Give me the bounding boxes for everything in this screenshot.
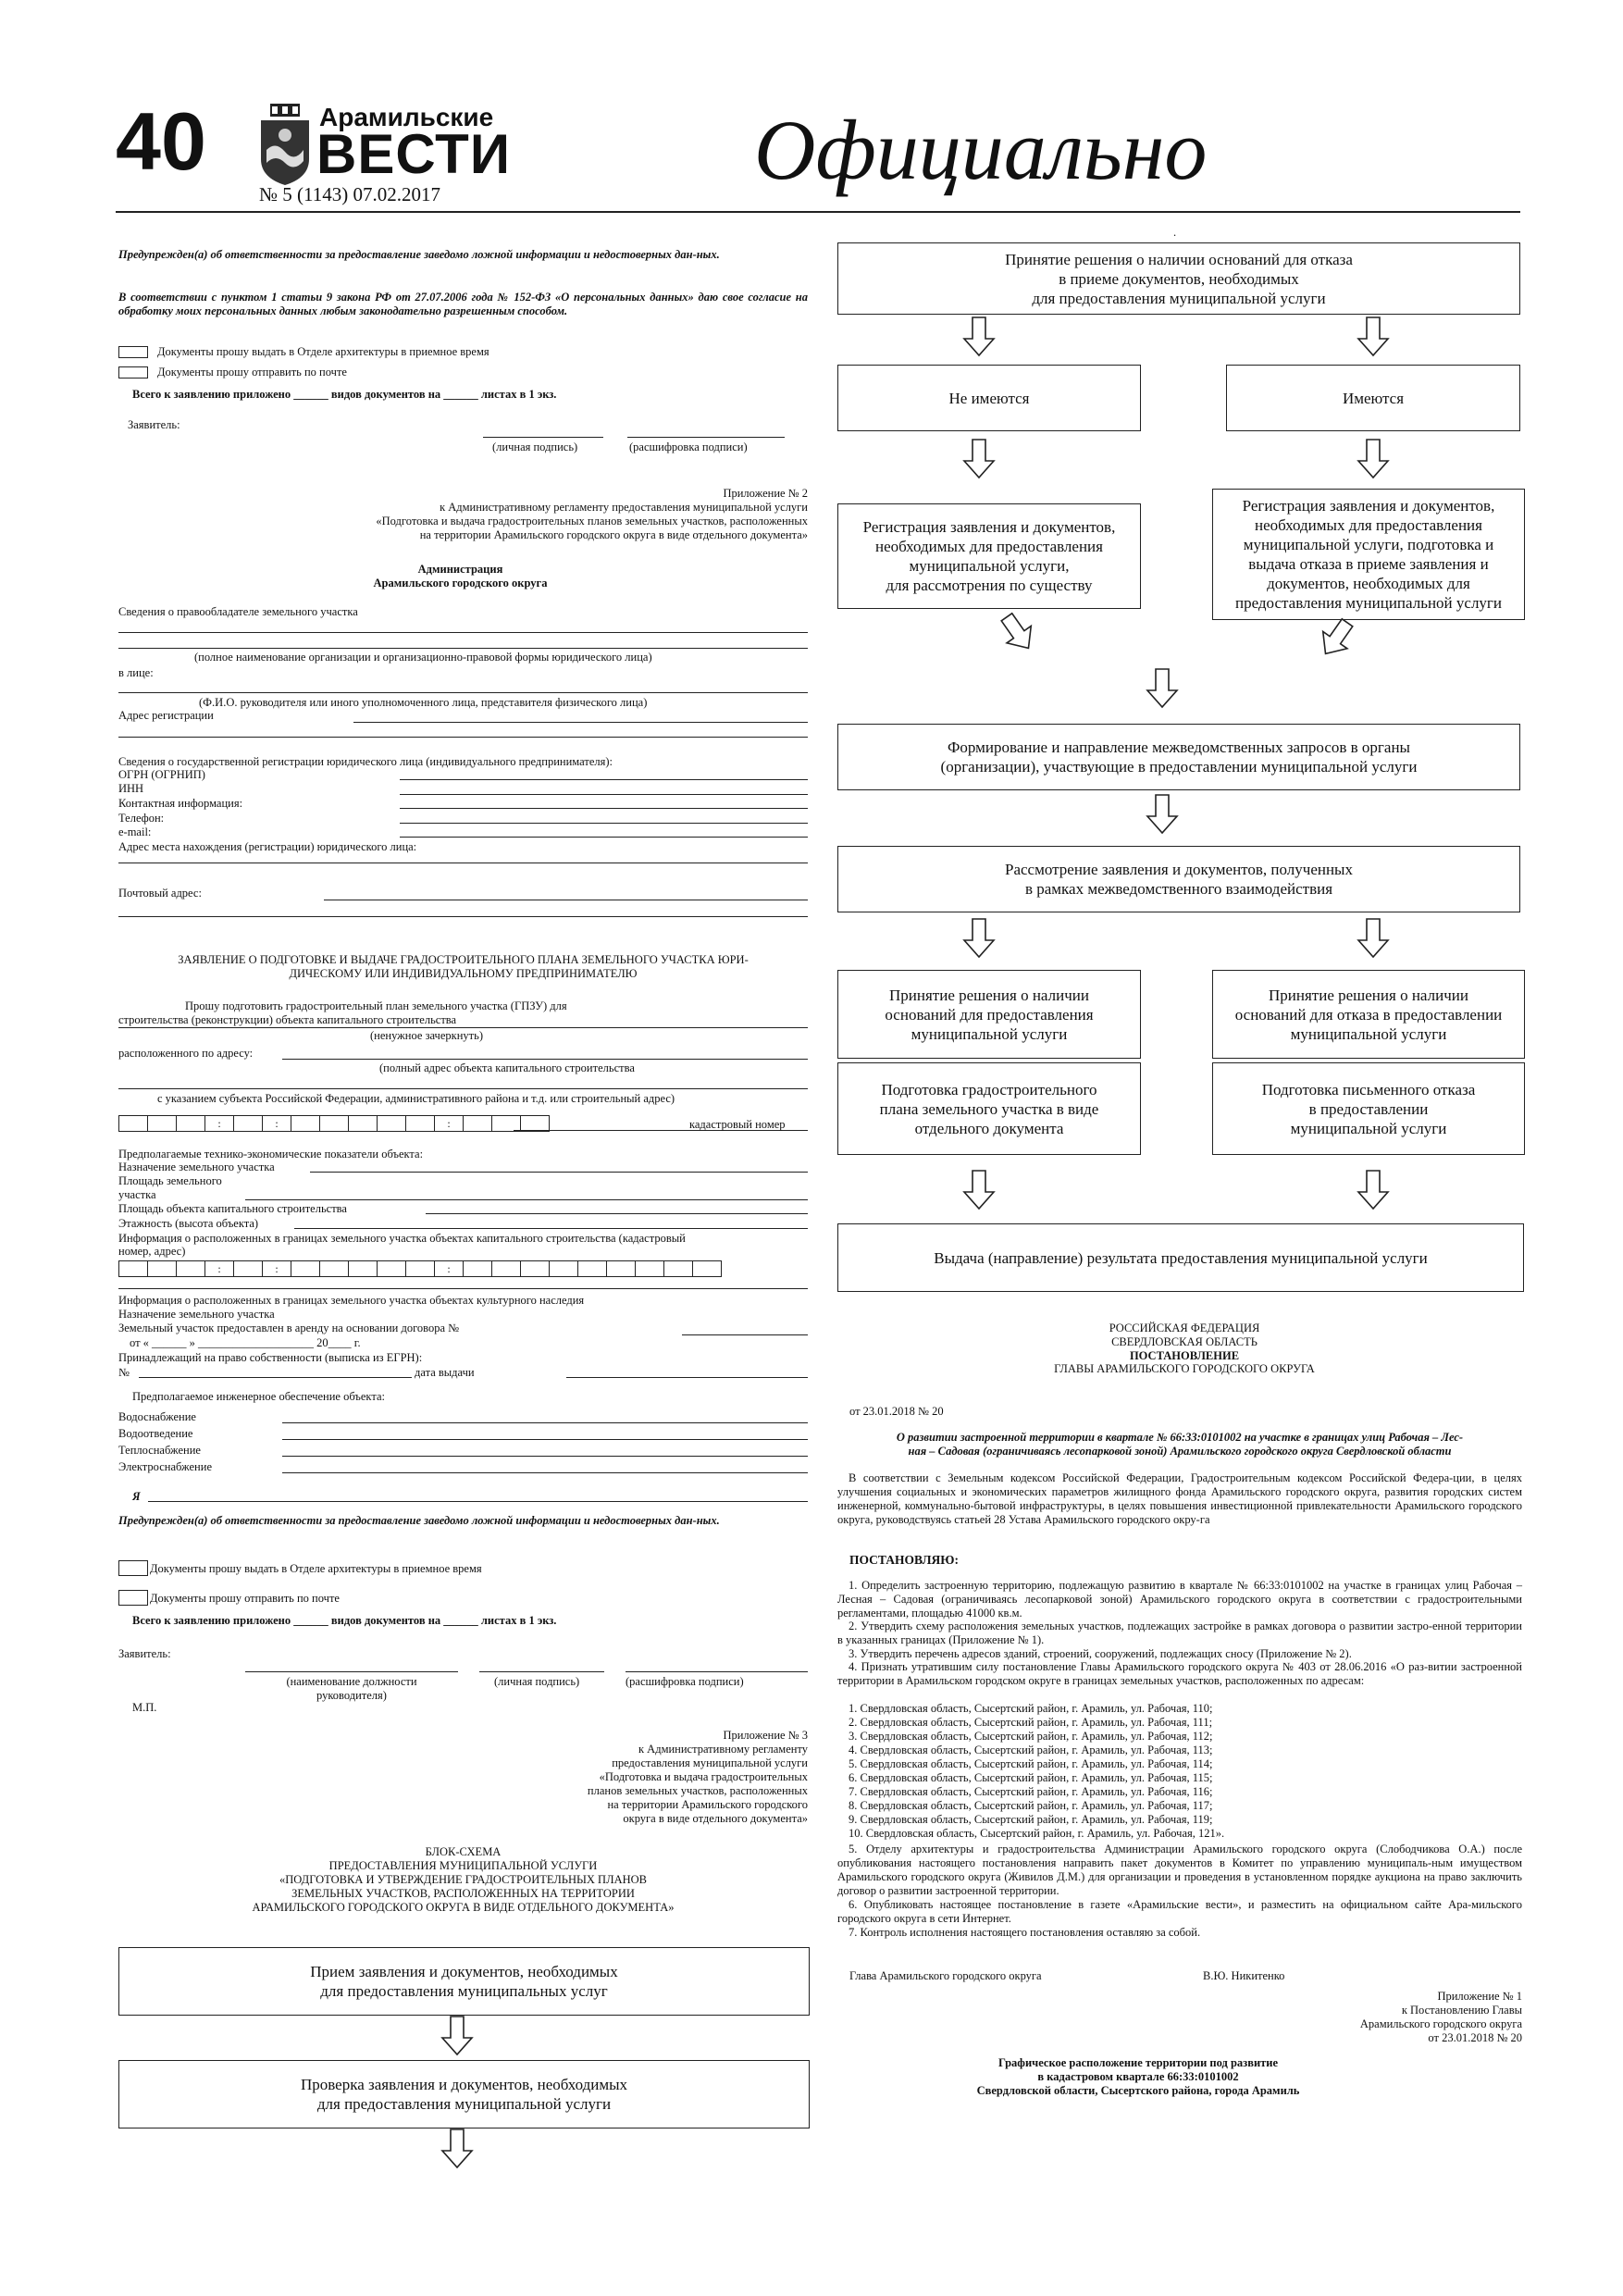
newspaper-logo (257, 104, 313, 185)
arrow-down-icon (440, 2128, 474, 2169)
flow-box-grounds: Имеются (1226, 365, 1520, 431)
appendix3-title: Приложение № 3 к Административному регламенту предоставления муниципальной услуги «Подготовка и выдача градостроительных планов земельных участков, расположенных на территории Арамильского городского округа в виде отдельного документа» (587, 1729, 808, 1825)
option-send-mail-2: Документы прошу отправить по почте (150, 1592, 340, 1605)
checkbox-send-mail-2[interactable] (118, 1590, 148, 1606)
signature-line-2 (479, 1671, 604, 1672)
flow-box-decision-refuse: Принятие решения о наличии оснований для отказа в предоставлении муниципальной услуги (1212, 970, 1525, 1059)
state-reg-label: Сведения о государственной регистрации юридического лица (индивидуального предпринимателя): (118, 755, 613, 768)
scheme-title: БЛОК-СХЕМА ПРЕДОСТАВЛЕНИЯ МУНИЦИПАЛЬНОЙ УСЛУГИ «ПОДГОТОВКА И УТВЕРЖДЕНИЕ ГРАДОСТРОИТЕЛЬНЫХ ПЛАНОВ ЗЕМЕЛЬНЫХ УЧАСТКОВ, РАСПОЛОЖЕННЫХ НА ТЕРРИТОРИИ АРАМИЛЬСКОГО ГОРОДСКОГО ОКРУГА В ВИДЕ ОТДЕЛЬНОГО ДОКУМЕНТА» (252, 1845, 675, 1914)
cad-cell[interactable] (147, 1260, 177, 1277)
postal-line-2 (118, 916, 808, 917)
arrow-down-icon (1146, 794, 1179, 835)
cad-cell[interactable] (577, 1260, 607, 1277)
heritage-line-top (118, 1288, 808, 1289)
decree-preamble: В соответствии с Земельным кодексом Российской Федерации, Градостроительным кодексом Российской Федера-ции, в целях улучшения социальных и экономических параметров жилищного фонда Арамильского городского округа, развития городских систем инженерной, коммунально-бытовой инфраструктуры, в целях повышения инвестиционной привлекательности Арамильского городского округа, руководствуясь статьей 28 Устава Арамильского городского окру-га (837, 1471, 1522, 1526)
signature-decode-line (627, 437, 785, 438)
cad-cell[interactable]: : (204, 1260, 234, 1277)
location-label: Адрес места нахождения (регистрации) юридического лица: (118, 840, 417, 853)
info-objects-label-2: номер, адрес) (118, 1245, 186, 1258)
ask-line-1: Прошу подготовить градостроительный план земельного участка (ГПЗУ) для (185, 999, 567, 1012)
decree-kind: ПОСТАНОВЛЕНИЕ (1129, 1349, 1240, 1362)
flow-box-interagency-requests: Формирование и направление межведомственных запросов в органы (организации), участвующие в предоставлении муниципальной услуги (837, 724, 1520, 790)
decree-point-5: 5. Отделу архитектуры и градостроительства Администрации Арамильского городского округа (Слободчикова О.А.) после опубликования настоящего постановления направить пакет документов в Комитет по управлению муниципаль-ным имуществом Арамильского городского округа (Живилов Д.М.) для организации и проведения в установленном порядке аукциона на право заключить договор о развитии застроенной территории. (837, 1843, 1522, 1897)
address-item: 6. Свердловская область, Сысертский район, г. Арамиль, ул. Рабочая, 115; (849, 1771, 1213, 1784)
sewer-label: Водоотведение (118, 1427, 193, 1440)
ownership-label: Принадлежащий на право собственности (выписка из ЕГРН): (118, 1351, 423, 1364)
flow-box-check: Проверка заявления и документов, необходимых для предоставления муниципальной услуги (118, 2060, 810, 2128)
option-deliver-office: Документы прошу выдать в Отделе архитектуры в приемное время (157, 345, 489, 358)
signature-hint: (личная подпись) (492, 441, 578, 453)
floors-label: Этажность (высота объекта) (118, 1217, 259, 1230)
water-label: Водоснабжение (118, 1410, 196, 1423)
address-item: 8. Свердловская область, Сысертский район, г. Арамиль, ул. Рабочая, 117; (849, 1799, 1213, 1812)
cad-cell[interactable] (319, 1115, 349, 1132)
address-item: 5. Свердловская область, Сысертский район, г. Арамиль, ул. Рабочая, 114; (849, 1757, 1213, 1770)
head-title: Глава Арамильского городского округа (849, 1969, 1042, 1982)
cad-cell[interactable]: : (204, 1115, 234, 1132)
reg-address-line-2 (118, 737, 808, 738)
reg-address-line (353, 722, 808, 723)
arrow-down-icon (1357, 316, 1390, 357)
cad-cell[interactable] (118, 1260, 148, 1277)
header-rule (116, 211, 1520, 213)
total-attached-2: Всего к заявлению приложено ______ видов документов на ______ листах в 1 экз. (132, 1614, 557, 1627)
inn-line (400, 794, 808, 795)
address-item: 9. Свердловская область, Сысертский район, г. Арамиль, ул. Рабочая, 119; (849, 1813, 1213, 1826)
info-heritage-label: Информация о расположенных в границах земельного участка объектах культурного наследия (118, 1294, 585, 1307)
info-objects-label: Информация о расположенных в границах земельного участка объектах капитального строительства (кадастровый (118, 1232, 686, 1245)
cad-cell[interactable] (463, 1260, 492, 1277)
cad-cell[interactable] (549, 1260, 578, 1277)
cad-cell[interactable] (176, 1115, 205, 1132)
decree-point-4: 4. Признать утратившим силу постановление Главы Арамильского городского округа № 403 от 28.06.2016 «О раз-витии застроенной территории в Арамильском городском округе в границах земельных участков, расположенных по адресам: (837, 1660, 1522, 1687)
address-list (849, 1702, 1522, 1841)
cadastral-label: кадастровый номер (689, 1118, 786, 1131)
person-hint: (Ф.И.О. руководителя или иного уполномоченного лица, представителя физического лица) (199, 696, 648, 709)
arrow-down-icon (962, 439, 996, 479)
owner-line-1 (118, 632, 808, 633)
cad-cell[interactable] (692, 1260, 722, 1277)
decree-point-6: 6. Опубликовать настоящее постановление в газете «Арамильские вести», и разместить на официальном сайте Ара-мильского городского округа в сети Интернет. (837, 1898, 1522, 1925)
brand-small: Арамильские (319, 103, 494, 131)
statement-title: ЗАЯВЛЕНИЕ О ПОДГОТОВКЕ И ВЫДАЧЕ ГРАДОСТРОИТЕЛЬНОГО ПЛАНА ЗЕМЕЛЬНОГО УЧАСТКА ЮРИ- ДИЧЕСКОМУ ИЛИ ИНДИВИДУАЛЬНОМУ ПРЕДПРИНИМАТЕЛЮ (178, 953, 749, 980)
address-item: 1. Свердловская область, Сысертский район, г. Арамиль, ул. Рабочая, 110; (849, 1702, 1213, 1715)
arrow-down-icon (440, 2016, 474, 2056)
lease-line (682, 1334, 808, 1335)
cad-cell[interactable] (635, 1260, 664, 1277)
postal-label: Почтовый адрес: (118, 887, 202, 900)
arrow-down-icon (962, 316, 996, 357)
address-hint-2: с указанием субъекта Российской Федерации, административного района и т.д. или строительный адрес) (157, 1092, 675, 1105)
reg-address-label: Адрес регистрации (118, 709, 214, 722)
brand-big: ВЕСТИ (316, 123, 511, 185)
cadastral-cells-2[interactable] (118, 1260, 721, 1277)
total-attached: Всего к заявлению приложено ______ видов документов на ______ листах в 1 экз. (132, 388, 557, 401)
person-line (118, 692, 808, 693)
arrow-down-left-icon (1311, 613, 1362, 665)
checkbox-send-mail[interactable] (118, 366, 148, 379)
position-hint: (наименование должности руководителя) (286, 1675, 417, 1702)
contact-line (400, 808, 808, 809)
signature-decode-line-2 (626, 1671, 808, 1672)
ask-line (118, 1027, 808, 1028)
owner-info-label: Сведения о правообладателе земельного участка (118, 605, 358, 618)
build-area-label: Площадь объекта капитального строительства (118, 1202, 347, 1215)
cadastral-cells-1[interactable] (118, 1115, 549, 1132)
cad-cell[interactable] (147, 1115, 177, 1132)
decree-point-3: 3. Утвердить перечень адресов зданий, строений, сооружений, подлежащих сносу (Приложение № 2). (849, 1647, 1352, 1660)
address-line (282, 1059, 808, 1060)
lease-label: Земельный участок предоставлен в аренду на основании договора № (118, 1322, 460, 1334)
cad-cell[interactable] (663, 1260, 693, 1277)
consent-text: В соответствии с пунктом 1 статьи 9 закона РФ от 27.07.2006 года № 152-ФЗ «О персональных данных» даю свое согласие на обработку моих персональных данных любым законодательно разрешенным способом. (118, 291, 808, 317)
position-line (245, 1671, 458, 1672)
strike-hint: (ненужное зачеркнуть) (370, 1029, 483, 1042)
page-number: 40 (116, 95, 206, 187)
decree-header: РОССИЙСКАЯ ФЕДЕРАЦИЯ СВЕРДЛОВСКАЯ ОБЛАСТЬ (1109, 1322, 1260, 1348)
decree-decide: ПОСТАНОВЛЯЮ: (849, 1553, 959, 1567)
decree-issuer: ГЛАВЫ АРАМИЛЬСКОГО ГОРОДСКОГО ОКРУГА (1054, 1362, 1315, 1375)
flow-box-register-refuse: Регистрация заявления и документов, необходимых для предоставления муниципальной услуги, подготовка и выдача отказа в приеме заявления и документов, необходимых для предоставления муниципальной услуги (1212, 489, 1525, 620)
cad-cell[interactable] (176, 1260, 205, 1277)
arrow-down-icon (1146, 668, 1179, 709)
arrow-down-icon (962, 918, 996, 959)
issue-info: № 5 (1143) 07.02.2017 (259, 183, 440, 205)
signature-decode-hint: (расшифровка подписи) (629, 441, 748, 453)
admin-title: Администрация Арамильского городского округа (373, 563, 548, 590)
flow-box-decision-refusal-docs: Принятие решения о наличии оснований для отказа в приеме документов, необходимых для предоставления муниципальной услуги (837, 242, 1520, 315)
heat-line (282, 1456, 808, 1457)
flow-box-issue-result: Выдача (направление) результата предоставления муниципальной услуги (837, 1223, 1524, 1292)
cad-cell[interactable]: : (262, 1115, 291, 1132)
email-line (400, 837, 808, 838)
in-person-label: в лице: (118, 666, 154, 679)
phone-label: Телефон: (118, 812, 165, 825)
area-label-1: Площадь земельного (118, 1174, 222, 1187)
arrow-down-right-icon (993, 607, 1044, 660)
warning-text-2: Предупрежден(а) об ответственности за предоставление заведомо ложной информации и недостоверных дан-ных. (118, 1514, 720, 1527)
cad-cell[interactable]: : (262, 1260, 291, 1277)
flow-box-prepare-refusal: Подготовка письменного отказа в предоставлении муниципальной услуги (1212, 1062, 1525, 1155)
flow-box-no-grounds: Не имеются (837, 365, 1141, 431)
sewer-line (282, 1439, 808, 1440)
arrow-down-icon (1357, 918, 1390, 959)
option-deliver-office-2: Документы прошу выдать в Отделе архитектуры в приемное время (150, 1562, 482, 1575)
ya-label: Я (132, 1490, 141, 1503)
flow-box-review-interagency: Рассмотрение заявления и документов, полученных в рамках межведомственного взаимодействия (837, 846, 1520, 912)
flow-box-register-consider: Регистрация заявления и документов, необходимых для предоставления муниципальной услуги, для рассмотрения по существу (837, 503, 1141, 609)
cad-cell[interactable] (291, 1115, 320, 1132)
phone-line (400, 823, 808, 824)
warning-text: Предупрежден(а) об ответственности за предоставление заведомо ложной информации и недостоверных дан-ных. (118, 248, 720, 261)
engineering-label: Предполагаемое инженерное обеспечение объекта: (132, 1390, 385, 1403)
purpose2-label: Назначение земельного участка (118, 1308, 275, 1321)
cad-cell[interactable] (405, 1260, 435, 1277)
cad-cell[interactable] (319, 1260, 349, 1277)
flow-box-decision-grant: Принятие решения о наличии оснований для предоставления муниципальной услуги (837, 970, 1141, 1059)
area-label-2: участка (118, 1188, 156, 1201)
cad-cell[interactable] (348, 1260, 378, 1277)
signature-hint-2: (личная подпись) (494, 1675, 580, 1688)
address-item: 7. Свердловская область, Сысертский район, г. Арамиль, ул. Рабочая, 116; (849, 1785, 1213, 1798)
floors-line (294, 1228, 808, 1229)
issue-date-line (566, 1377, 808, 1378)
option-send-mail: Документы прошу отправить по почте (157, 366, 347, 379)
section-title: Официально (754, 103, 1208, 197)
signature-line (483, 437, 603, 438)
heat-label: Теплоснабжение (118, 1444, 201, 1457)
decree-date: от 23.01.2018 № 20 (849, 1405, 944, 1418)
build-area-line (426, 1213, 808, 1214)
graph-title: Графическое расположение территории под развитие в кадастровом квартале 66:33:0101002 Свердловской области, Сысертского района, города Арамиль (976, 2056, 1300, 2097)
address-item: 2. Свердловская область, Сысертский район, г. Арамиль, ул. Рабочая, 111; (849, 1716, 1213, 1729)
appendix1-title: Приложение № 1 к Постановлению Главы Арамильского городского округа от 23.01.2018 № 20 (1359, 1990, 1522, 2044)
water-line (282, 1422, 808, 1423)
cad-cell[interactable] (520, 1260, 550, 1277)
decree-point-7: 7. Контроль исполнения настоящего постановления оставляю за собой. (849, 1926, 1201, 1939)
area-line (245, 1199, 808, 1200)
signature-decode-hint-2: (расшифровка подписи) (626, 1675, 744, 1688)
address-item: 3. Свердловская область, Сысертский район, г. Арамиль, ул. Рабочая, 112; (849, 1730, 1213, 1743)
located-label: расположенного по адресу: (118, 1047, 254, 1060)
address-item: 10. Свердловская область, Сысертский район, г. Арамиль, ул. Рабочая, 121». (849, 1827, 1225, 1840)
arrow-down-icon (1357, 1170, 1390, 1210)
cad-cell[interactable] (377, 1260, 406, 1277)
purpose-label: Назначение земельного участка (118, 1160, 275, 1173)
address-line-2 (118, 1088, 808, 1089)
decree-point-1: 1. Определить застроенную территорию, подлежащую развитию в квартале № 66:33:0101002 на участке в границах улиц Рабочая – Лесная – Садовая (ограничиваясь лесопарковой зоной) Арамильского городского округа в соответствии с градостроительными регламентами, площадью 41000 кв.м. (837, 1579, 1522, 1620)
stamp-label: М.П. (132, 1701, 157, 1714)
cad-cell[interactable] (491, 1260, 521, 1277)
arrow-down-icon (962, 1170, 996, 1210)
head-name: В.Ю. Никитенко (1203, 1969, 1285, 1982)
lease-date: от « ______ » ____________________ 20____ г. (130, 1336, 361, 1349)
applicant-label: Заявитель: (128, 418, 180, 431)
owner-hint: (полное наименование организации и организационно-правовой формы юридического лица) (194, 651, 652, 664)
power-line (282, 1472, 808, 1473)
flow-box-receive: Прием заявления и документов, необходимых для предоставления муниципальных услуг (118, 1947, 810, 2016)
email-label: e-mail: (118, 825, 152, 838)
decree-point-2: 2. Утвердить схему расположения земельных участков, подлежащих застройке в рамках договора о развитии застро-енной территории в указанных границах (Приложение № 1). (837, 1620, 1522, 1646)
cad-cell[interactable] (118, 1115, 148, 1132)
cad-cell[interactable]: : (434, 1115, 464, 1132)
inn-label: ИНН (118, 782, 144, 795)
ask-line-2: строительства (реконструкции) объекта капитального строительства (118, 1013, 457, 1026)
coat-of-arms-icon (257, 104, 313, 185)
address-hint: (полный адрес объекта капитального строительства (379, 1061, 635, 1074)
cad-cell[interactable] (463, 1115, 492, 1132)
ogrn-label: ОГРН (ОГРНИП) (118, 768, 205, 781)
checkbox-deliver-office[interactable] (118, 346, 148, 358)
checkbox-deliver-office-2[interactable] (118, 1560, 148, 1576)
cad-cell[interactable] (348, 1115, 378, 1132)
cad-cell[interactable] (377, 1115, 406, 1132)
arrow-down-icon (1357, 439, 1390, 479)
indicators-label: Предполагаемые технико-экономические показатели объекта: (118, 1148, 424, 1160)
contact-label: Контактная информация: (118, 797, 243, 810)
cad-cell[interactable] (405, 1115, 435, 1132)
issue-date-label: дата выдачи (415, 1366, 475, 1379)
address-item: 4. Свердловская область, Сысертский район, г. Арамиль, ул. Рабочая, 113; (849, 1744, 1213, 1756)
stray-dot: . (1173, 226, 1177, 239)
number-line (139, 1377, 412, 1378)
flow-box-prepare-plan: Подготовка градостроительного плана земельного участка в виде отдельного документа (837, 1062, 1141, 1155)
cad-cell[interactable] (291, 1260, 320, 1277)
cad-cell[interactable] (606, 1260, 636, 1277)
purpose-line (310, 1172, 808, 1173)
cad-cell[interactable] (233, 1115, 263, 1132)
ogrn-line (400, 779, 808, 780)
owner-line-2 (118, 648, 808, 649)
cad-cell[interactable]: : (434, 1260, 464, 1277)
applicant-label-2: Заявитель: (118, 1647, 171, 1660)
power-label: Электроснабжение (118, 1460, 212, 1473)
cad-cell[interactable] (233, 1260, 263, 1277)
appendix2-title: Приложение № 2 к Административному регламенту предоставления муниципальной услуги «Подготовка и выдача градостроительных планов земельных участков, расположенных на территории Арамильского городского округа в виде отдельного документа» (376, 487, 808, 541)
decree-subject: О развитии застроенной территории в квартале № 66:33:0101002 на участке в границах улиц Рабочая – Лес- ная – Садовая (ограничиваясь лесопарковой зоной) Арамильского городского округа Свердловской области (896, 1431, 1464, 1458)
ya-line (148, 1501, 808, 1502)
number-label: № (118, 1366, 130, 1379)
